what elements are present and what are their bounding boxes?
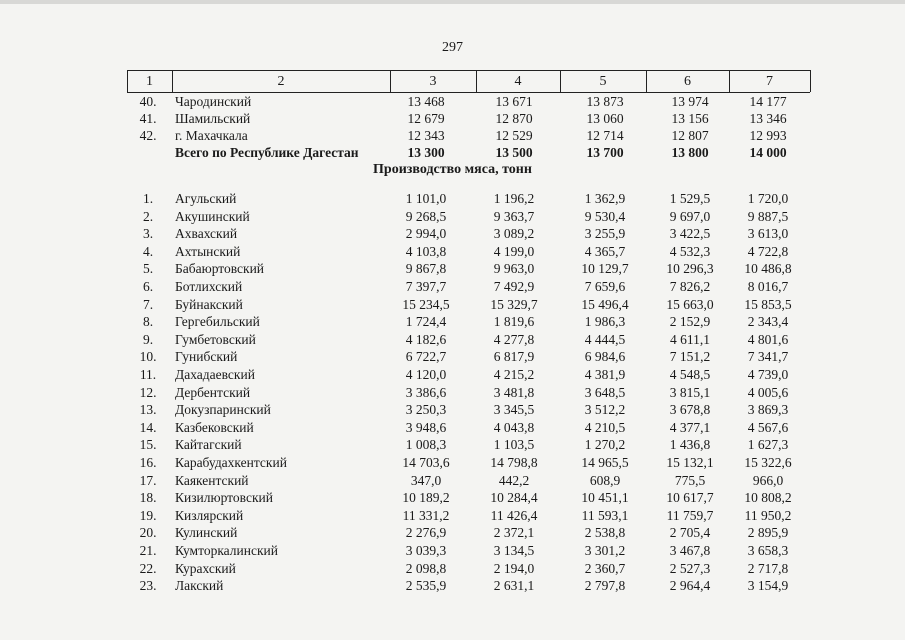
table-row xyxy=(0,332,905,349)
value-col-7: 3 613,0 xyxy=(747,226,789,241)
value-col-3: 2 098,8 xyxy=(405,561,447,576)
value-col-4: 2 194,0 xyxy=(493,561,535,576)
table-row xyxy=(0,128,905,145)
value-col-5: 4 444,5 xyxy=(584,332,626,347)
row-number: 16. xyxy=(139,455,157,470)
table-row xyxy=(0,437,905,454)
value-col-3: 3 250,3 xyxy=(405,402,447,417)
value-col-6: 2 705,4 xyxy=(669,525,711,540)
value-col-6: 10 296,3 xyxy=(666,261,714,276)
value-col-3: 11 331,2 xyxy=(402,508,450,523)
value-col-6: 3 678,8 xyxy=(669,402,711,417)
value-col-6: 4 377,1 xyxy=(669,420,711,435)
table-row xyxy=(0,490,905,507)
value-col-5: 2 538,8 xyxy=(584,525,626,540)
row-number: 18. xyxy=(139,490,157,505)
district-name: Карабудахкентский xyxy=(175,455,287,470)
district-name: Кайтагский xyxy=(175,437,242,452)
value-col-6: 15 132,1 xyxy=(666,455,714,470)
value-col-3: 12 679 xyxy=(407,111,445,126)
value-col-7: 1 720,0 xyxy=(747,191,789,206)
value-col-7: 15 322,6 xyxy=(744,455,792,470)
value-col-7: 1 627,3 xyxy=(747,437,789,452)
value-col-4: 1 103,5 xyxy=(493,437,535,452)
value-col-6: 3 815,1 xyxy=(669,385,711,400)
value-col-5: 1 362,9 xyxy=(584,191,626,206)
value-col-6: 3 422,5 xyxy=(669,226,711,241)
value-col-3: 2 994,0 xyxy=(405,226,447,241)
value-col-3: 2 535,9 xyxy=(405,578,447,593)
value-col-4: 1 819,6 xyxy=(493,314,535,329)
col-header-4: 4 xyxy=(514,74,522,89)
district-name: Буйнакский xyxy=(175,297,243,312)
row-number: 14. xyxy=(139,420,157,435)
value-col-3: 13 468 xyxy=(407,94,445,109)
value-col-3: 13 300 xyxy=(407,145,445,160)
value-col-4: 442,2 xyxy=(498,473,530,488)
value-col-7: 2 717,8 xyxy=(747,561,789,576)
value-col-5: 14 965,5 xyxy=(581,455,629,470)
value-col-7: 4 722,8 xyxy=(747,244,789,259)
value-col-7: 3 154,9 xyxy=(747,578,789,593)
value-col-6: 4 532,3 xyxy=(669,244,711,259)
value-col-4: 9 963,0 xyxy=(493,261,535,276)
table-row xyxy=(0,455,905,472)
value-col-4: 13 671 xyxy=(495,94,533,109)
value-col-7: 7 341,7 xyxy=(747,349,789,364)
table-row xyxy=(0,297,905,314)
value-col-5: 13 700 xyxy=(586,145,624,160)
district-name: Чародинский xyxy=(175,94,252,109)
district-name: Кизилюртовский xyxy=(175,490,273,505)
district-name: Гергебильский xyxy=(175,314,260,329)
table-row xyxy=(0,508,905,525)
value-col-7: 4 739,0 xyxy=(747,367,789,382)
row-number: 12. xyxy=(139,385,157,400)
value-col-3: 15 234,5 xyxy=(402,297,450,312)
district-name: Кизлярский xyxy=(175,508,244,523)
district-name: Казбековский xyxy=(175,420,254,435)
value-col-5: 10 129,7 xyxy=(581,261,629,276)
value-col-7: 2 895,9 xyxy=(747,525,789,540)
value-col-5: 7 659,6 xyxy=(584,279,626,294)
value-col-3: 6 722,7 xyxy=(405,349,447,364)
district-name: Шамильский xyxy=(175,111,251,126)
table-row xyxy=(0,349,905,366)
value-col-6: 9 697,0 xyxy=(669,209,711,224)
table-row xyxy=(0,261,905,278)
value-col-3: 4 103,8 xyxy=(405,244,447,259)
value-col-4: 4 199,0 xyxy=(493,244,535,259)
value-col-7: 11 950,2 xyxy=(744,508,792,523)
value-col-3: 10 189,2 xyxy=(402,490,450,505)
page-number: 297 xyxy=(442,40,463,55)
value-col-7: 9 887,5 xyxy=(747,209,789,224)
row-number: 19. xyxy=(139,508,157,523)
value-col-5: 608,9 xyxy=(589,473,621,488)
district-name: Каякентский xyxy=(175,473,249,488)
value-col-5: 13 060 xyxy=(586,111,624,126)
value-col-4: 1 196,2 xyxy=(493,191,535,206)
value-col-5: 2 360,7 xyxy=(584,561,626,576)
value-col-5: 4 381,9 xyxy=(584,367,626,382)
district-name: Гумбетовский xyxy=(175,332,256,347)
section-title: Производство мяса, тонн xyxy=(373,162,532,177)
table-row xyxy=(0,385,905,402)
value-col-5: 3 255,9 xyxy=(584,226,626,241)
value-col-7: 14 000 xyxy=(749,145,787,160)
value-col-3: 347,0 xyxy=(410,473,442,488)
district-name: Ахвахский xyxy=(175,226,238,241)
value-col-6: 10 617,7 xyxy=(666,490,714,505)
value-col-6: 775,5 xyxy=(674,473,706,488)
table-row xyxy=(0,209,905,226)
value-col-5: 3 512,2 xyxy=(584,402,626,417)
value-col-6: 15 663,0 xyxy=(666,297,714,312)
value-col-4: 4 277,8 xyxy=(493,332,535,347)
row-number: 1. xyxy=(142,191,154,206)
value-col-3: 7 397,7 xyxy=(405,279,447,294)
district-name: Курахский xyxy=(175,561,236,576)
table-row xyxy=(0,94,905,111)
value-col-5: 15 496,4 xyxy=(581,297,629,312)
value-col-6: 2 527,3 xyxy=(669,561,711,576)
value-col-4: 4 043,8 xyxy=(493,420,535,435)
value-col-5: 6 984,6 xyxy=(584,349,626,364)
total-label: Всего по Республике Дагестан xyxy=(175,145,359,160)
row-number: 42. xyxy=(139,128,157,143)
value-col-4: 3 089,2 xyxy=(493,226,535,241)
table-row xyxy=(0,244,905,261)
value-col-7: 966,0 xyxy=(752,473,784,488)
table-row xyxy=(0,367,905,384)
table-row xyxy=(0,279,905,296)
value-col-3: 3 039,3 xyxy=(405,543,447,558)
table-row xyxy=(0,420,905,437)
value-col-6: 4 611,1 xyxy=(670,332,710,347)
col-header-1: 1 xyxy=(146,74,153,89)
district-name: Бабаюртовский xyxy=(175,261,265,276)
value-col-6: 2 152,9 xyxy=(669,314,711,329)
value-col-4: 4 215,2 xyxy=(493,367,535,382)
row-number: 41. xyxy=(139,111,157,126)
table-border-right xyxy=(810,70,811,92)
value-col-4: 9 363,7 xyxy=(493,209,535,224)
value-col-5: 3 301,2 xyxy=(584,543,626,558)
value-col-5: 11 593,1 xyxy=(581,508,629,523)
table-row xyxy=(0,525,905,542)
col-header-7: 7 xyxy=(766,74,773,89)
value-col-3: 4 182,6 xyxy=(405,332,447,347)
value-col-6: 2 964,4 xyxy=(669,578,711,593)
col-header-3: 3 xyxy=(429,74,437,89)
value-col-5: 4 365,7 xyxy=(584,244,626,259)
value-col-6: 7 826,2 xyxy=(669,279,711,294)
row-number: 11. xyxy=(139,367,157,382)
value-col-3: 1 008,3 xyxy=(405,437,447,452)
table-row xyxy=(0,226,905,243)
value-col-4: 12 870 xyxy=(495,111,533,126)
table-row xyxy=(0,191,905,208)
value-col-3: 14 703,6 xyxy=(402,455,450,470)
row-number: 20. xyxy=(139,525,157,540)
table-row xyxy=(0,578,905,595)
row-number: 2. xyxy=(142,209,154,224)
value-col-4: 2 631,1 xyxy=(493,578,535,593)
value-col-4: 11 426,4 xyxy=(490,508,538,523)
col-header-5: 5 xyxy=(599,74,607,89)
value-col-7: 15 853,5 xyxy=(744,297,792,312)
value-col-7: 13 346 xyxy=(749,111,787,126)
value-col-6: 3 467,8 xyxy=(669,543,711,558)
row-number: 7. xyxy=(142,297,154,312)
value-col-4: 2 372,1 xyxy=(493,525,535,540)
value-col-7: 12 993 xyxy=(749,128,787,143)
value-col-7: 14 177 xyxy=(749,94,787,109)
row-number: 10. xyxy=(139,349,157,364)
district-name: Кулинский xyxy=(175,525,238,540)
value-col-7: 4 567,6 xyxy=(747,420,789,435)
district-name: Дахадаевский xyxy=(175,367,255,382)
row-number: 13. xyxy=(139,402,157,417)
table-row xyxy=(0,402,905,419)
row-number: 40. xyxy=(139,94,157,109)
table-row xyxy=(0,543,905,560)
district-name: Агульский xyxy=(175,191,237,206)
value-col-7: 3 869,3 xyxy=(747,402,789,417)
value-col-5: 10 451,1 xyxy=(581,490,629,505)
value-col-7: 3 658,3 xyxy=(747,543,789,558)
row-number: 4. xyxy=(142,244,154,259)
value-col-4: 3 481,8 xyxy=(493,385,535,400)
row-number: 21. xyxy=(139,543,157,558)
row-number: 15. xyxy=(139,437,157,452)
value-col-4: 3 134,5 xyxy=(493,543,535,558)
value-col-3: 3 948,6 xyxy=(405,420,447,435)
district-name: Ахтынский xyxy=(175,244,241,259)
table-top-border xyxy=(127,70,810,71)
district-name: Кумторкалинский xyxy=(175,543,278,558)
district-name: Акушинский xyxy=(175,209,250,224)
col-header-2: 2 xyxy=(277,74,285,89)
value-col-6: 13 974 xyxy=(671,94,709,109)
value-col-3: 1 101,0 xyxy=(405,191,447,206)
row-number: 9. xyxy=(142,332,154,347)
value-col-7: 10 486,8 xyxy=(744,261,792,276)
row-number: 17. xyxy=(139,473,157,488)
value-col-3: 2 276,9 xyxy=(405,525,447,540)
value-col-7: 10 808,2 xyxy=(744,490,792,505)
value-col-4: 10 284,4 xyxy=(490,490,538,505)
value-col-7: 4 801,6 xyxy=(747,332,789,347)
value-col-3: 9 268,5 xyxy=(405,209,447,224)
value-col-5: 1 270,2 xyxy=(584,437,626,452)
value-col-6: 13 800 xyxy=(671,145,709,160)
row-number: 22. xyxy=(139,561,157,576)
value-col-4: 12 529 xyxy=(495,128,533,143)
value-col-6: 13 156 xyxy=(671,111,709,126)
district-name: г. Махачкала xyxy=(175,128,248,143)
value-col-4: 13 500 xyxy=(495,145,533,160)
district-name: Дербентский xyxy=(175,385,251,400)
value-col-3: 3 386,6 xyxy=(405,385,447,400)
table-row xyxy=(0,561,905,578)
value-col-4: 7 492,9 xyxy=(493,279,535,294)
value-col-5: 4 210,5 xyxy=(584,420,626,435)
district-name: Гунибский xyxy=(175,349,238,364)
value-col-3: 1 724,4 xyxy=(405,314,447,329)
row-number: 6. xyxy=(142,279,154,294)
table-row xyxy=(0,314,905,331)
value-col-4: 15 329,7 xyxy=(490,297,538,312)
value-col-6: 11 759,7 xyxy=(666,508,714,523)
row-number: 3. xyxy=(142,226,154,241)
district-name: Докузпаринский xyxy=(175,402,271,417)
district-name: Лакский xyxy=(175,578,224,593)
value-col-7: 4 005,6 xyxy=(747,385,789,400)
table-row xyxy=(0,473,905,490)
value-col-7: 8 016,7 xyxy=(747,279,789,294)
value-col-6: 7 151,2 xyxy=(669,349,711,364)
total-row xyxy=(0,145,905,162)
row-number: 5. xyxy=(142,261,154,276)
row-number: 8. xyxy=(142,314,154,329)
table-header-bottom-border xyxy=(127,92,810,93)
value-col-4: 3 345,5 xyxy=(493,402,535,417)
value-col-3: 9 867,8 xyxy=(405,261,447,276)
value-col-5: 2 797,8 xyxy=(584,578,626,593)
value-col-3: 4 120,0 xyxy=(405,367,447,382)
value-col-5: 13 873 xyxy=(586,94,624,109)
row-number: 23. xyxy=(139,578,157,593)
table-row xyxy=(0,111,905,128)
value-col-4: 6 817,9 xyxy=(493,349,535,364)
value-col-5: 9 530,4 xyxy=(584,209,626,224)
value-col-5: 1 986,3 xyxy=(584,314,626,329)
value-col-6: 1 436,8 xyxy=(669,437,711,452)
value-col-4: 14 798,8 xyxy=(490,455,538,470)
value-col-7: 2 343,4 xyxy=(747,314,789,329)
value-col-3: 12 343 xyxy=(407,128,445,143)
value-col-6: 12 807 xyxy=(671,128,709,143)
value-col-6: 1 529,5 xyxy=(669,191,711,206)
value-col-5: 3 648,5 xyxy=(584,385,626,400)
value-col-5: 12 714 xyxy=(586,128,624,143)
col-header-6: 6 xyxy=(684,74,691,89)
value-col-6: 4 548,5 xyxy=(669,367,711,382)
district-name: Ботлихский xyxy=(175,279,243,294)
